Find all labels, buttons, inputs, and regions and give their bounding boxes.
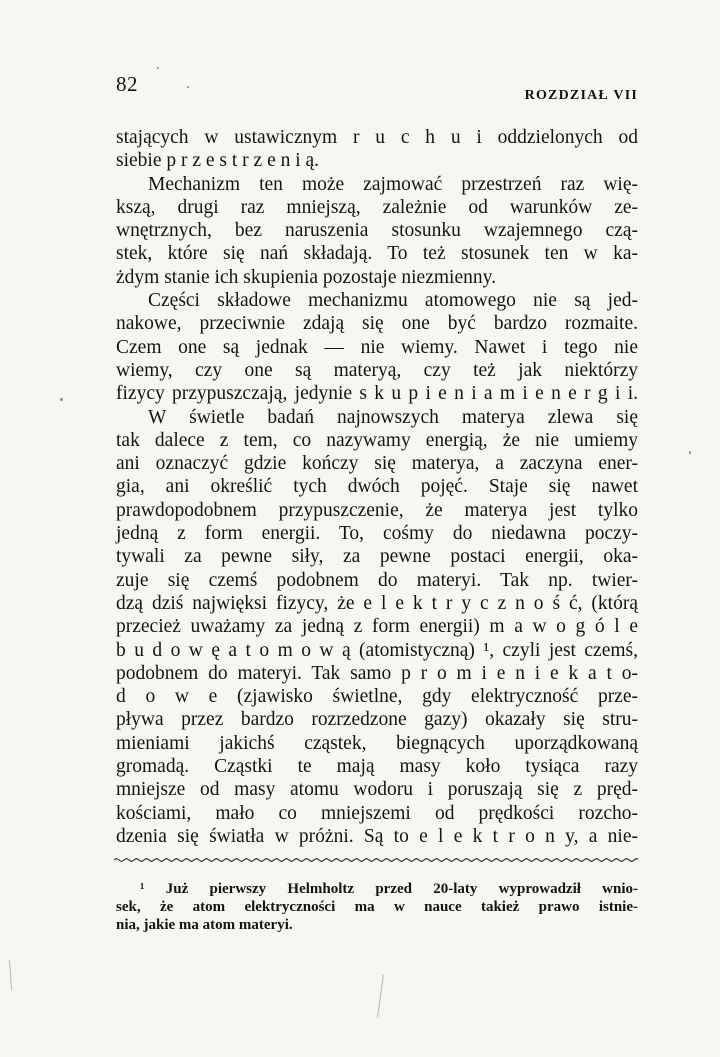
footnote-line: ¹ Już pierwszy Helmholtz przed 20-laty wyprowadził wnio-	[140, 881, 638, 897]
text-line: tak dalece z tem, co nazywamy energią, że nie umiemy	[116, 429, 638, 451]
text-line: zuje się czemś podobnem do materyi. Tak np. twier-	[116, 569, 638, 591]
page-number: 82	[116, 72, 138, 96]
text-line: jedną z form energii. To, cośmy do niedawna poczy-	[116, 523, 638, 545]
text-line: tywali za pewne siły, za pewne postaci energii, oka-	[116, 546, 638, 568]
text-line: kszą, drugi raz mniejszą, zależnie od warunków ze-	[116, 196, 638, 218]
text-line: dzą dziś najwięksi fizycy, że e l e k t r y c z n o ś ć, (którą	[116, 592, 638, 614]
text-line: dzenia się światła w próżni. Są to e l e k t r o n y, a nie-	[116, 825, 638, 847]
paper-scratch	[9, 960, 12, 990]
text-line: fizycy przypuszczają, jedynie s k u p i e n i a m i e n e r g i i.	[116, 383, 638, 405]
text-line: siebie p r z e s t r z e n i ą.	[116, 150, 320, 172]
chapter-heading: ROZDZIAŁ VII	[524, 88, 638, 103]
text-line: gromadą. Cząstki te mają masy koło tysiąca razy	[116, 756, 638, 778]
paper-speck	[60, 398, 63, 401]
paragraph-start-line: Mechanizm ten może zajmować przestrzeń raz wię-	[148, 173, 638, 195]
text-line: Czem one są jednak — nie wiemy. Nawet i tego nie	[116, 336, 638, 358]
text-line: mieniami jakichś cząstek, biegnących uporządkowaną	[116, 732, 638, 754]
body-text	[116, 126, 638, 848]
text-line: ani oznaczyć gdzie kończy się materya, a zaczyna ener-	[116, 453, 638, 475]
text-line: podobnem do materyi. Tak samo p r o m i e n i e k a t o-	[116, 662, 638, 684]
text-line: kościami, mało co mniejszemi od prędkości rozcho-	[116, 802, 638, 824]
text-line: żdym stanie ich skupienia pozostaje niezmienny.	[116, 266, 496, 288]
footnote-line: sek, że atom elektryczności ma w nauce takież prawo istnie-	[116, 899, 638, 915]
paper-speck	[157, 67, 159, 69]
text-line: wiemy, czy one są materyą, czy też jak niektórzy	[116, 359, 638, 381]
text-line: b u d o w ę a t o m o w ą (atomistyczną) ¹, czyli jest czemś,	[116, 639, 638, 661]
text-line: wnętrznych, bez naruszenia stosunku wzajemnego czą-	[116, 220, 638, 242]
text-line: mniejsze od masy atomu wodoru i poruszają się z pręd-	[116, 779, 638, 801]
text-line: pływa przez bardzo rozrzedzone gazy) okazały się stru-	[116, 709, 638, 731]
footnote-line: nia, jakie ma atom materyi.	[116, 917, 293, 933]
text-line: nakowe, przeciwnie zdają się one być bardzo rozmaite.	[116, 313, 638, 335]
paper-speck	[187, 86, 189, 88]
paper-speck	[689, 451, 691, 454]
paper-scratch	[377, 975, 384, 1017]
text-line: gia, ani określić tych dwóch pojęć. Staje się nawet	[116, 476, 638, 498]
text-line: d o w e (zjawisko świetlne, gdy elektryczność prze-	[116, 686, 638, 708]
text-line: przecież uważamy za jedną z form energii) m a w o g ó l e	[116, 616, 638, 638]
text-line: stek, które się nań składają. To też stosunek ten w ka-	[116, 243, 638, 265]
text-line: stających w ustawicznym r u c h u i oddzielonych od	[116, 127, 638, 148]
paragraph-start-line: W świetle badań najnowszych materya zlewa się	[148, 406, 638, 428]
text-line: prawdopodobnem przypuszczenie, że materya jest tylko	[116, 499, 638, 521]
footnote-separator	[114, 855, 638, 865]
footnote	[116, 880, 638, 934]
paragraph-start-line: Części składowe mechanizmu atomowego nie są jed-	[148, 290, 638, 312]
